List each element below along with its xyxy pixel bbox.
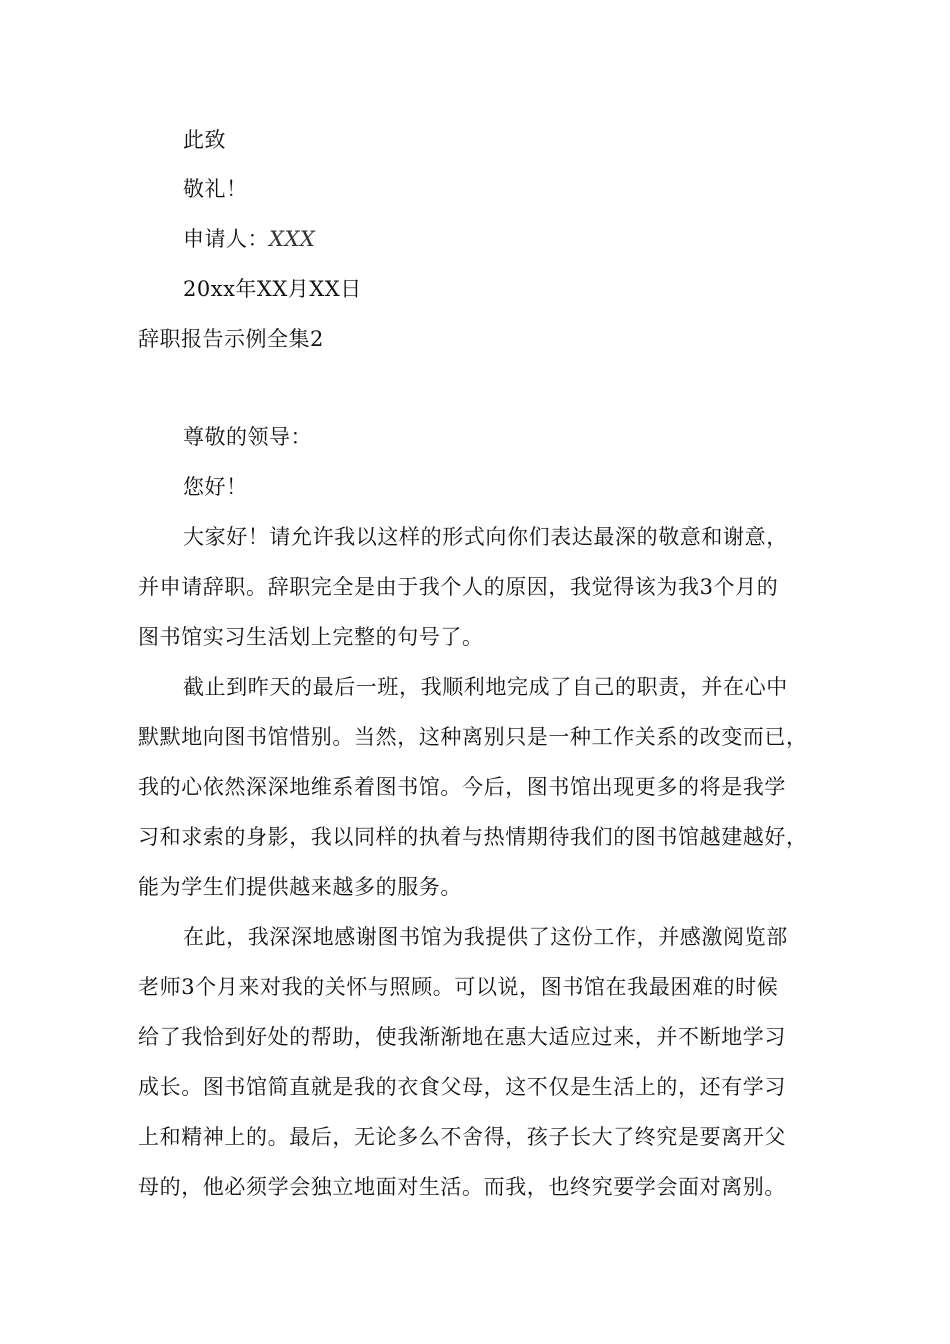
letter-hello: 您好！ <box>183 475 248 499</box>
section-title: 辞职报告示例全集2 <box>138 327 324 351</box>
paragraph-3-line-4: 成长。图书馆简直就是我的衣食父母，这不仅是生活上的，还有学习 <box>138 1075 786 1099</box>
letter-greeting: 尊敬的领导： <box>183 425 312 449</box>
paragraph-2-line-5: 能为学生们提供越来越多的服务。 <box>138 875 462 899</box>
paragraph-2-line-1: 截止到昨天的最后一班，我顺利地完成了自己的职责，并在心中 <box>183 675 788 699</box>
paragraph-3-line-3: 给了我恰到好处的帮助，使我渐渐地在惠大适应过来，并不断地学习 <box>138 1025 786 1049</box>
closing-salutation-1: 此致 <box>183 128 226 152</box>
paragraph-3-line-1: 在此，我深深地感谢图书馆为我提供了这份工作，并感激阅览部 <box>183 925 788 949</box>
applicant-label: 申请人： <box>183 227 269 251</box>
paragraph-2-line-4: 习和求索的身影，我以同样的执着与热情期待我们的图书馆越建越好， <box>138 825 808 849</box>
paragraph-3-line-5: 上和精神上的。最后，无论多么不舍得，孩子长大了终究是要离开父 <box>138 1125 786 1149</box>
paragraph-2-line-2: 默默地向图书馆惜别。当然，这种离别只是一种工作关系的改变而已， <box>138 725 808 749</box>
paragraph-2-line-3: 我的心依然深深地维系着图书馆。今后，图书馆出现更多的将是我学 <box>138 775 786 799</box>
paragraph-1-line-2: 并申请辞职。辞职完全是由于我个人的原因，我觉得该为我3个月的 <box>138 575 779 599</box>
paragraph-3-line-6: 母的，他必须学会独立地面对生活。而我，也终究要学会面对离别。 <box>138 1175 786 1199</box>
applicant-name: XXX <box>269 227 316 251</box>
paragraph-3-line-2: 老师3个月来对我的关怀与照顾。可以说，图书馆在我最困难的时候 <box>138 975 779 999</box>
paragraph-1-line-1: 大家好！请允许我以这样的形式向你们表达最深的敬意和谢意， <box>183 525 788 549</box>
closing-salutation-2: 敬礼！ <box>183 177 248 201</box>
applicant-line <box>183 224 315 254</box>
paragraph-1-line-3: 图书馆实习生活划上完整的句号了。 <box>138 625 484 649</box>
closing-date: 20xx年XX月XX日 <box>183 277 362 301</box>
